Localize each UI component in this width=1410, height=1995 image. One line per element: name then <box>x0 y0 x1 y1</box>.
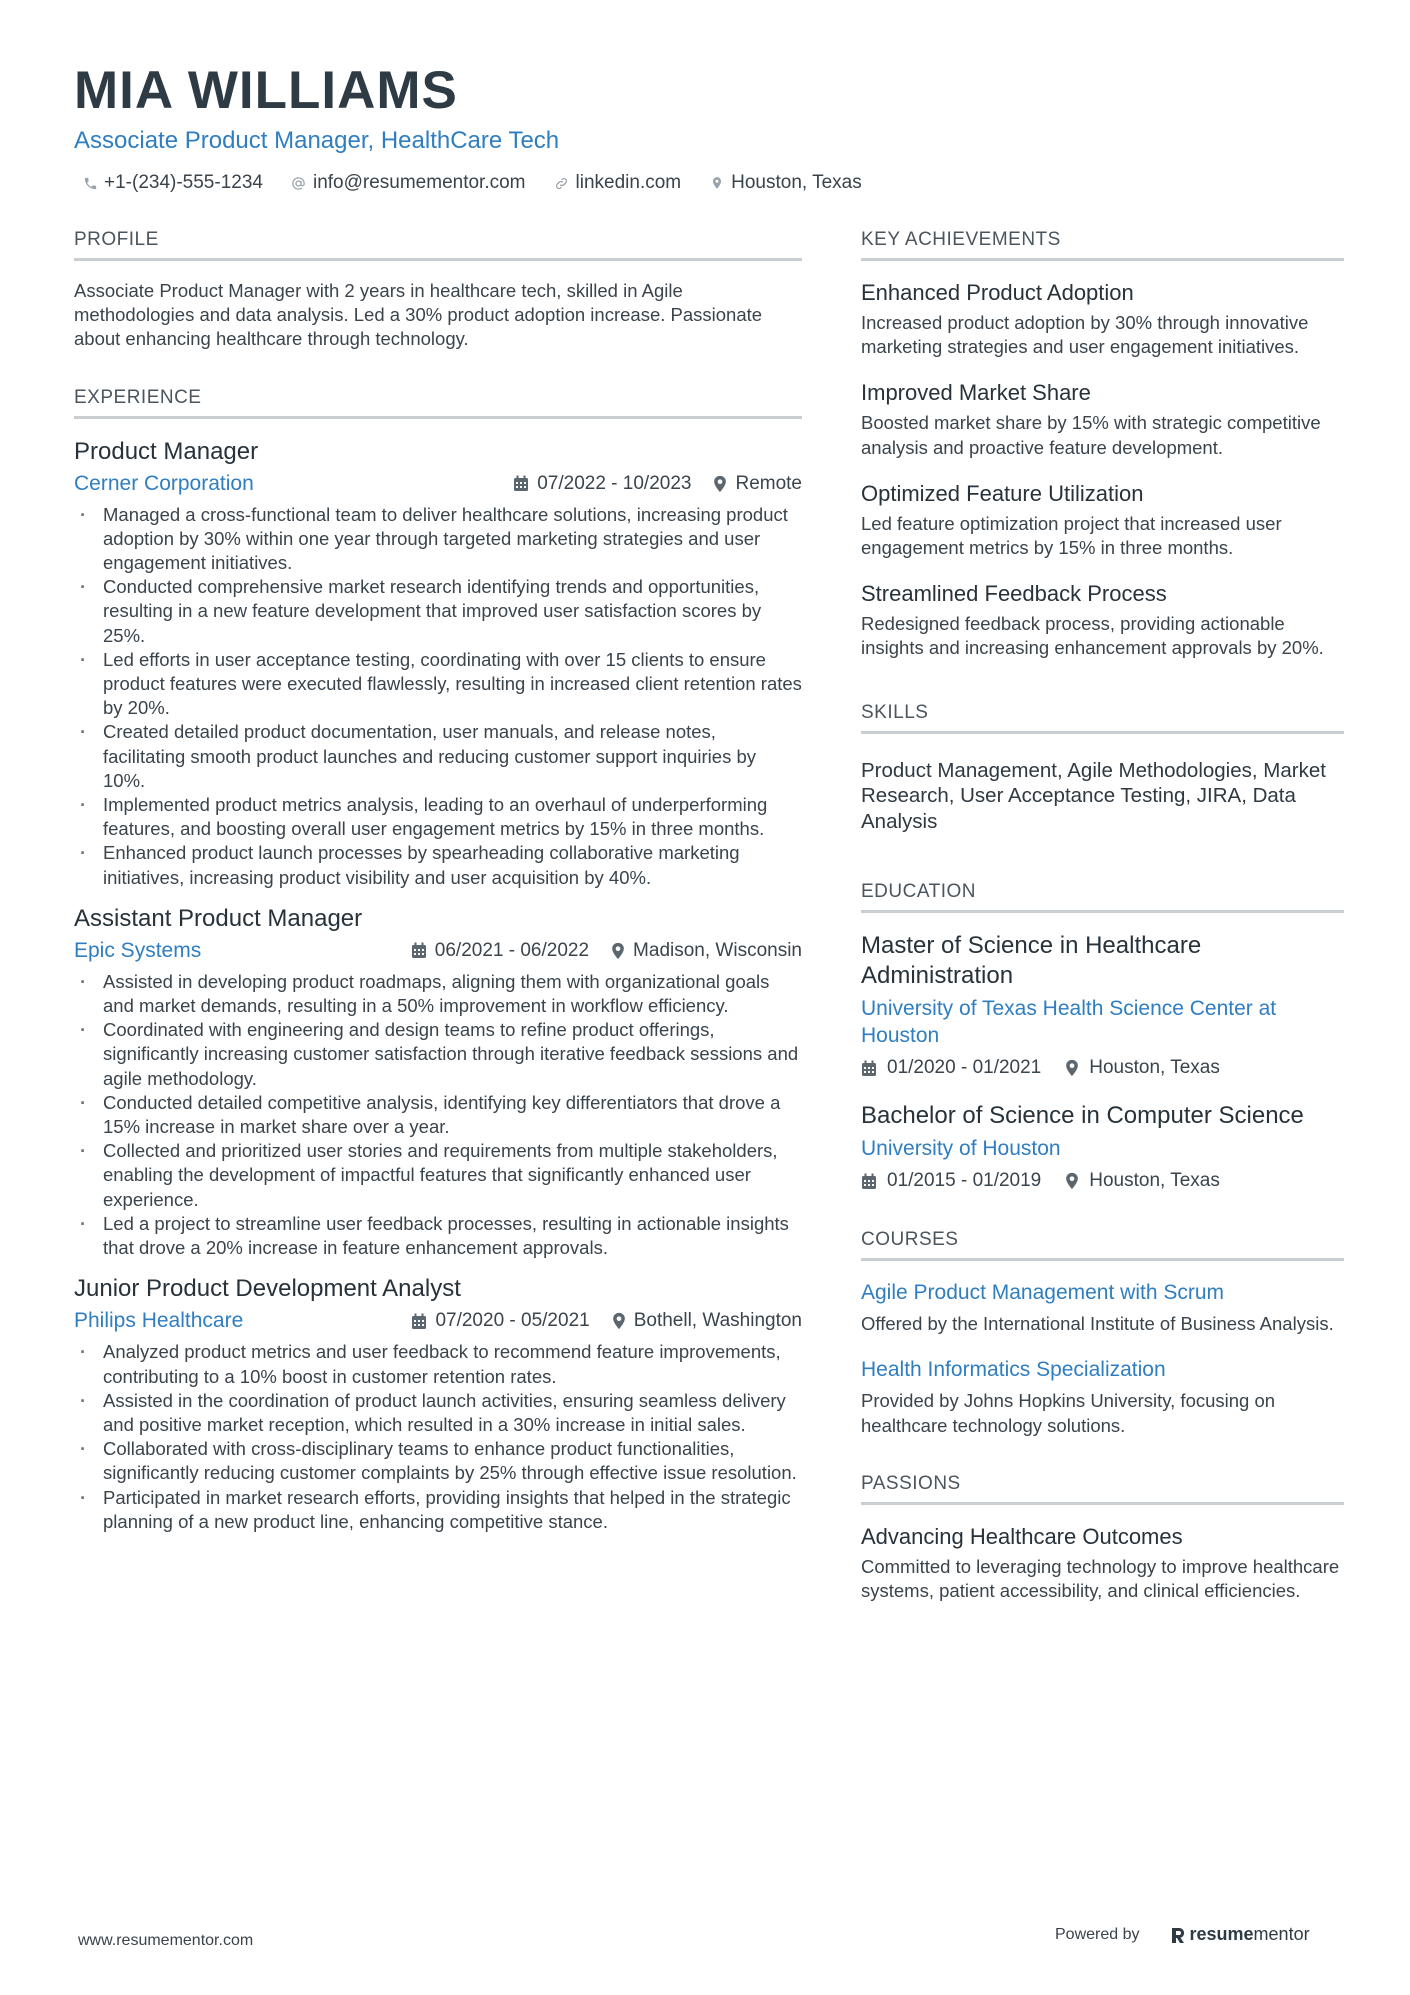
passion-text: Committed to leveraging technology to improve healthcare systems, patient accessibility, and clinical efficiencies. <box>861 1555 1340 1601</box>
location-text: Remote <box>735 472 802 494</box>
bullet-item: · Assisted in the coordination of product launch activities, ensuring seamless delivery and positive market reception, which resulted in a 30% increase in initial sales. <box>74 1389 802 1437</box>
bullet-item: · Enhanced product launch processes by spearheading collaborative marketing initiatives, increasing product visibility and user acquisition by 40%. <box>74 841 802 889</box>
brand-logo[interactable] <box>1170 1924 1310 1945</box>
course-item <box>861 1356 1344 1437</box>
job-details <box>389 938 802 964</box>
education-dates <box>861 1055 1041 1081</box>
education-details <box>861 1168 1344 1194</box>
contact-bar <box>74 172 1344 194</box>
passions-heading: PASSIONS <box>861 1472 1344 1505</box>
company-name: Philips Healthcare <box>74 1309 244 1333</box>
education-item <box>861 931 1344 1081</box>
calendar-icon <box>411 1313 427 1330</box>
education-item <box>861 1101 1344 1194</box>
powered-by-label: Powered by <box>1055 1925 1140 1943</box>
linkedin-text[interactable]: linkedin.com <box>575 172 682 193</box>
company-name: Cerner Corporation <box>74 471 254 495</box>
footer-website[interactable]: www.resumementor.com <box>78 1932 254 1949</box>
bullet-item: · Coordinated with engineering and design teams to refine product offerings, significantly increasing customer satisfaction through iterative feedback sessions and agile methodology. <box>74 1018 802 1091</box>
job-meta <box>74 1308 802 1334</box>
phone-icon <box>82 175 98 191</box>
phone-text: +1-(234)-555-1234 <box>104 172 263 193</box>
job-title: Assistant Product Manager <box>74 904 363 932</box>
job-entry <box>74 1274 802 1534</box>
achievement-text: Redesigned feedback process, providing actionable insights and increasing enhancement approvals by 20%. <box>861 613 1324 659</box>
bullet-item: · Created detailed product documentation, user manuals, and release notes, facilitating smooth product launches and reducing customer support inquiries by 10%. <box>74 720 802 793</box>
achievement-item <box>861 480 1344 560</box>
bullet-item: · Conducted comprehensive market research identifying trends and opportunities, resulting in a new feature development that improved user satisfaction scores by 25%. <box>74 575 802 648</box>
job-entry <box>74 437 802 890</box>
job-entry <box>74 904 802 1260</box>
location-text: Bothell, Washington <box>633 1310 802 1332</box>
job-title: Product Manager <box>74 437 259 465</box>
job-dates <box>411 938 589 964</box>
bullet-item: · Assisted in developing product roadmaps, aligning them with organizational goals and market demands, resulting in a 50% improvement in workflow efficiency. <box>74 970 802 1018</box>
location-text: Madison, Wisconsin <box>633 939 802 961</box>
brand-bold: resume <box>1189 1924 1254 1944</box>
bullet-item: · Implemented product metrics analysis, leading to an overhaul of underperforming features, and boosting overall user engagement metrics by 15% in three months. <box>74 793 802 841</box>
achievement-item <box>861 279 1344 359</box>
achievement-item <box>861 379 1344 459</box>
calendar-icon <box>861 1060 877 1077</box>
education-dates <box>861 1168 1041 1194</box>
location-text: Houston, Texas <box>1089 1170 1220 1192</box>
contact-location <box>709 172 862 194</box>
bullet-item: · Collaborated with cross-disciplinary teams to enhance product functionalities, significantly reducing customer complaints by 25% through effective issue resolution. <box>74 1437 802 1485</box>
dates-text: 07/2020 - 05/2021 <box>435 1310 590 1332</box>
passions-section <box>861 1472 1344 1603</box>
job-title: Junior Product Development Analyst <box>74 1275 461 1303</box>
profile-heading: PROFILE <box>74 228 802 261</box>
achievement-title: Improved Market Share <box>861 380 1091 406</box>
dates-text: 01/2020 - 01/2021 <box>887 1057 1042 1079</box>
bullet-item: · Conducted detailed competitive analysis, identifying key differentiators that drove a 15% increase in market share over a year. <box>74 1091 802 1139</box>
email-text[interactable]: info@resumementor.com <box>312 172 526 193</box>
contact-email[interactable] <box>291 172 526 194</box>
course-item <box>861 1279 1344 1336</box>
courses-heading: COURSES <box>861 1228 1344 1261</box>
bullet-item: · Managed a cross-functional team to deliver healthcare solutions, increasing product adoption by 30% within one year through targeted marketing strategies and user engagement initiatives. <box>74 503 802 576</box>
experience-section <box>74 386 802 1534</box>
footer-powered-by <box>1055 1924 1310 1945</box>
location-pin-icon <box>709 175 725 191</box>
achievement-item <box>861 580 1344 660</box>
job-meta <box>74 938 802 964</box>
job-dates <box>411 1308 589 1334</box>
left-column <box>74 228 802 1564</box>
location-pin-icon <box>611 942 625 960</box>
link-icon <box>554 175 570 191</box>
right-column <box>861 228 1344 1633</box>
location-pin-icon <box>1065 1172 1079 1190</box>
bullet-item: · Collected and prioritized user stories and requirements from multiple stakeholders, enabling the development of impactful features that significantly enhanced user experience. <box>74 1139 802 1212</box>
school-name: University of Houston <box>861 1137 1061 1161</box>
profile-text: Associate Product Manager with 2 years in healthcare tech, skilled in Agile methodologies and data analysis. Led a 30% product adoption increase. Passionate about enhancing healthcare through technology. <box>74 280 763 350</box>
location-pin-icon <box>612 1312 626 1330</box>
contact-linkedin[interactable] <box>554 172 682 194</box>
course-text: Provided by Johns Hopkins University, focusing on healthcare technology solutions. <box>861 1390 1276 1436</box>
dates-text: 01/2015 - 01/2019 <box>887 1170 1042 1192</box>
achievement-text: Boosted market share by 15% with strategic competitive analysis and proactive feature development. <box>861 412 1321 458</box>
dates-text: 07/2022 - 10/2023 <box>537 472 692 494</box>
company-name: Epic Systems <box>74 938 202 962</box>
resume-page <box>74 58 1344 1601</box>
calendar-icon <box>861 1173 877 1190</box>
bullet-item: · Participated in market research efforts, providing insights that helped in the strategic planning of a new product line, enhancing competitive stance. <box>74 1486 802 1534</box>
brand-light: mentor <box>1253 1924 1310 1944</box>
courses-section <box>861 1228 1344 1438</box>
location-pin-icon <box>1065 1059 1079 1077</box>
at-icon <box>291 175 307 191</box>
course-title: Health Informatics Specialization <box>861 1358 1166 1382</box>
job-location <box>612 1308 802 1334</box>
achievements-heading: KEY ACHIEVEMENTS <box>861 228 1344 261</box>
contact-phone <box>82 172 263 194</box>
degree-name: Bachelor of Science in Computer Science <box>861 1102 1304 1130</box>
location-text: Houston, Texas <box>731 172 862 193</box>
school-name: University of Texas Health Science Center at Houston <box>861 997 1277 1048</box>
degree-name: Master of Science in Healthcare Administration <box>861 932 1202 990</box>
achievement-title: Optimized Feature Utilization <box>861 480 1144 506</box>
calendar-icon <box>513 475 529 492</box>
dates-text: 06/2021 - 06/2022 <box>434 939 590 961</box>
bullet-item: · Analyzed product metrics and user feedback to recommend feature improvements, contributing to a 10% boost in customer retention rates. <box>74 1340 802 1388</box>
profile-section <box>74 228 802 352</box>
course-title: Agile Product Management with Scrum <box>861 1281 1224 1305</box>
achievement-title: Streamlined Feedback Process <box>861 581 1167 607</box>
job-bullets <box>74 970 802 1260</box>
education-details <box>861 1055 1344 1081</box>
location-pin-icon <box>713 475 727 493</box>
job-location <box>713 471 802 497</box>
skills-heading: SKILLS <box>861 701 1344 734</box>
job-location <box>611 938 802 964</box>
course-text: Offered by the International Institute of Business Analysis. <box>861 1313 1334 1335</box>
experience-heading: EXPERIENCE <box>74 386 802 419</box>
achievement-title: Enhanced Product Adoption <box>861 280 1134 305</box>
job-dates <box>513 471 691 497</box>
job-bullets <box>74 503 802 890</box>
job-bullets <box>74 1340 802 1534</box>
education-location <box>1065 1055 1220 1081</box>
job-details <box>389 1308 802 1334</box>
candidate-title: Associate Product Manager, HealthCare Tech <box>74 127 560 154</box>
skills-text: Product Management, Agile Methodologies, Market Research, User Acceptance Testing, JIRA, Data Analysis <box>861 758 1326 833</box>
resumementor-logo-icon <box>1170 1926 1186 1944</box>
bullet-item: · Led efforts in user acceptance testing, coordinating with over 15 clients to ensure product features were executed flawlessly, resulting in increased client retention rates by 20%. <box>74 648 802 721</box>
achievements-section <box>861 228 1344 661</box>
achievement-text: Increased product adoption by 30% through innovative marketing strategies and user engagement initiatives. <box>861 312 1309 358</box>
passion-title: Advancing Healthcare Outcomes <box>861 1523 1183 1549</box>
job-meta <box>74 471 802 497</box>
bullet-item: · Led a project to streamline user feedback processes, resulting in actionable insights that drove a 20% increase in feature enhancement approvals. <box>74 1212 802 1260</box>
skills-section <box>861 701 1344 835</box>
education-heading: EDUCATION <box>861 880 1344 913</box>
passion-item <box>861 1523 1344 1603</box>
education-location <box>1065 1168 1220 1194</box>
education-section <box>861 880 1344 1194</box>
achievement-text: Led feature optimization project that increased user engagement metrics by 15% in three months. <box>861 512 1282 559</box>
location-text: Houston, Texas <box>1089 1057 1220 1079</box>
candidate-name: MIA WILLIAMS <box>74 61 458 120</box>
calendar-icon <box>411 942 427 959</box>
job-details <box>491 471 802 497</box>
